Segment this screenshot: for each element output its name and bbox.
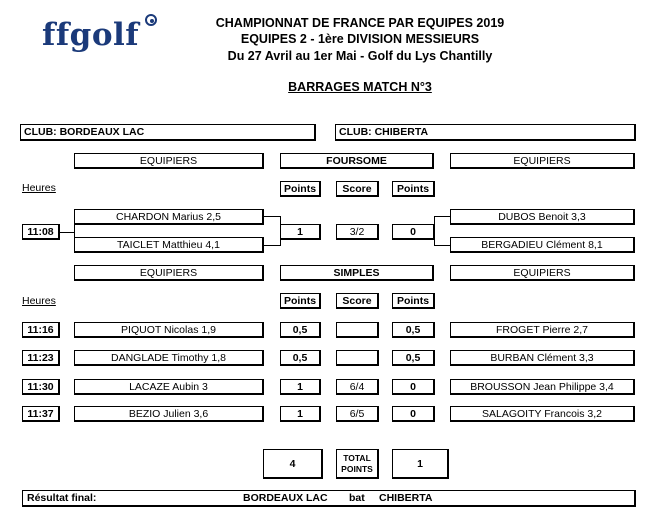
heures-label-2: Heures: [22, 295, 56, 307]
simple-row: [0, 350, 649, 368]
score-header: Score: [336, 181, 379, 197]
simple-right-points: 0: [392, 379, 435, 395]
dates-location: Du 27 Avril au 1er Mai - Golf du Lys Chantilly: [227, 49, 493, 63]
simple-right-points: 0: [392, 406, 435, 422]
simple-left-points: 1: [280, 406, 321, 422]
equipiers-left-header: EQUIPIERS: [74, 153, 264, 169]
ffgolf-logo: ffgolf: [42, 17, 140, 53]
simple-score: 6/4: [336, 379, 379, 395]
division-title: EQUIPES 2 - 1ère DIVISION MESSIEURS: [240, 32, 480, 46]
foursome-left-player-2: TAICLET Matthieu 4,1: [74, 237, 264, 253]
equipiers-right-header-2: EQUIPIERS: [450, 265, 635, 281]
championship-title: CHAMPIONNAT DE FRANCE PAR EQUIPES 2019: [215, 16, 505, 30]
simple-right-points: 0,5: [392, 322, 435, 338]
simple-row: [0, 379, 649, 397]
simple-time: 11:37: [22, 406, 60, 422]
result-winner: BORDEAUX LAC: [243, 492, 328, 504]
simple-time: 11:23: [22, 350, 60, 366]
simple-left-points: 0,5: [280, 322, 321, 338]
simple-time: 11:30: [22, 379, 60, 395]
simple-time: 11:16: [22, 322, 60, 338]
simple-left-points: 0,5: [280, 350, 321, 366]
simple-left-player: PIQUOT Nicolas 1,9: [74, 322, 264, 338]
points-left-header-2: Points: [280, 293, 321, 309]
total-label-line2: POINTS: [341, 463, 373, 474]
simple-right-points: 0,5: [392, 350, 435, 366]
simple-left-points: 1: [280, 379, 321, 395]
total-right: 1: [392, 449, 449, 479]
total-label-line1: TOTAL: [343, 452, 371, 463]
equipiers-left-header-2: EQUIPIERS: [74, 265, 264, 281]
foursome-header: FOURSOME: [280, 153, 434, 169]
simple-score: 6/5: [336, 406, 379, 422]
points-right-header: Points: [392, 181, 435, 197]
simple-left-player: BEZIO Julien 3,6: [74, 406, 264, 422]
simple-left-player: LACAZE Aubin 3: [74, 379, 264, 395]
points-left-header: Points: [280, 181, 321, 197]
total-points-label: [336, 449, 379, 479]
foursome-right-player-1: DUBOS Benoit 3,3: [450, 209, 635, 225]
result-label: Résultat final:: [27, 492, 97, 504]
result-loser: CHIBERTA: [379, 492, 433, 504]
simple-right-player: BROUSSON Jean Philippe 3,4: [450, 379, 635, 395]
simple-right-player: FROGET Pierre 2,7: [450, 322, 635, 338]
club-right: CLUB: CHIBERTA: [335, 124, 636, 141]
foursome-left-player-1: CHARDON Marius 2,5: [74, 209, 264, 225]
foursome-right-player-2: BERGADIEU Clément 8,1: [450, 237, 635, 253]
match-title: BARRAGES MATCH N°3: [288, 80, 432, 94]
points-right-header-2: Points: [392, 293, 435, 309]
simple-row: [0, 406, 649, 424]
foursome-time: 11:08: [22, 224, 60, 240]
golf-ball-icon: [145, 14, 157, 26]
foursome-right-points: 0: [392, 224, 435, 240]
foursome-score: 3/2: [336, 224, 379, 240]
simple-score: [336, 322, 379, 338]
score-header-2: Score: [336, 293, 379, 309]
simple-row: [0, 322, 649, 340]
result-verb: bat: [349, 492, 365, 504]
equipiers-right-header: EQUIPIERS: [450, 153, 635, 169]
heures-label: Heures: [22, 182, 56, 194]
simples-header: SIMPLES: [280, 265, 434, 281]
simple-left-player: DANGLADE Timothy 1,8: [74, 350, 264, 366]
total-left: 4: [263, 449, 323, 479]
foursome-left-points: 1: [280, 224, 321, 240]
final-result-bar: [22, 490, 636, 507]
simple-right-player: BURBAN Clément 3,3: [450, 350, 635, 366]
simple-right-player: SALAGOITY Francois 3,2: [450, 406, 635, 422]
simple-score: [336, 350, 379, 366]
club-left: CLUB: BORDEAUX LAC: [20, 124, 316, 141]
